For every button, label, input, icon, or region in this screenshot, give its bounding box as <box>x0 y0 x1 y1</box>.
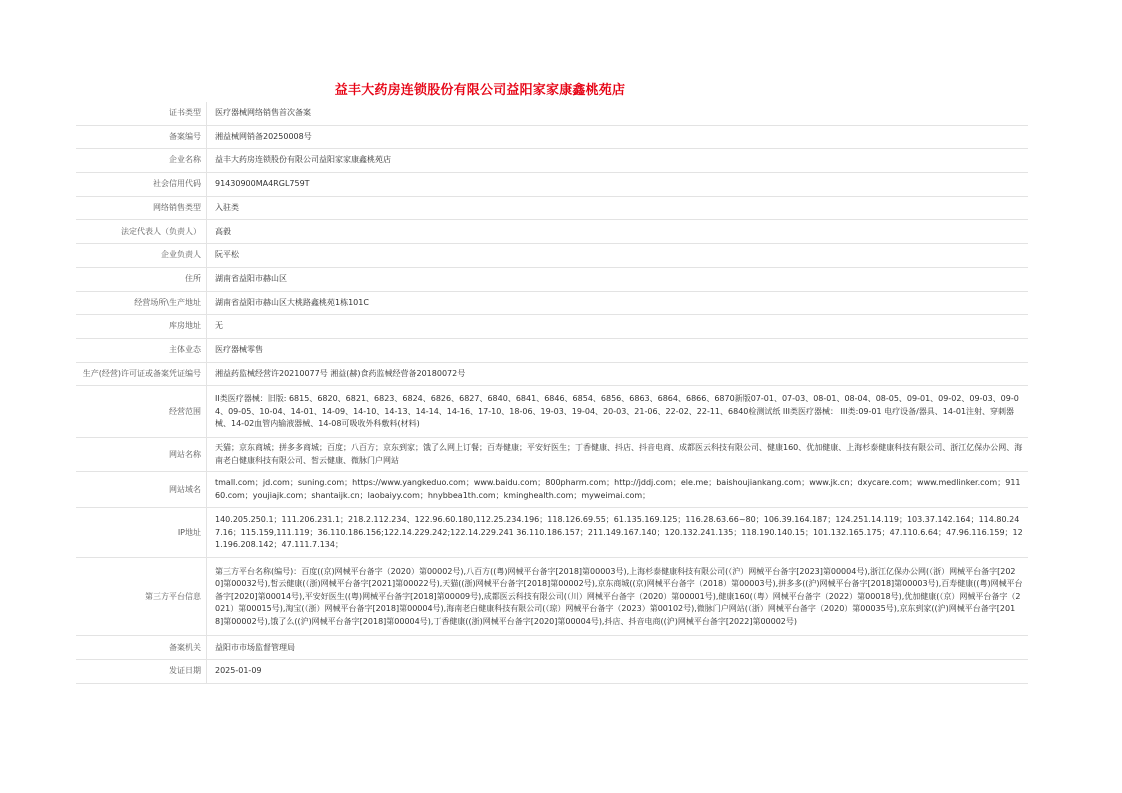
row-business-format <box>76 338 1028 362</box>
row-label: 备案编号 <box>76 125 207 149</box>
row-label: 网络销售类型 <box>76 196 207 220</box>
row-issue-date <box>76 660 1028 684</box>
row-website-names <box>76 438 1028 472</box>
row-business-scope <box>76 386 1028 438</box>
row-value: 第三方平台名称(编号)：百度((京)网械平台备字（2020）第00002号),八百方((粤)网械平台备字[2018]第00003号),上海杉泰健康科技有限公司(（沪）网械平台备字[2023]第00004号),浙江亿保办公网(（浙）网械平台备字[2020]第00032号),皙云健康(（浙)网械平台备字[2021]第00022号),天猫((浙)网械平台备字[2018]第00002号),京东商城((京)网械平台备字（2018）第00003号),拼多多((沪)网械平台备字[2018]第00003号),百寿健康((粤)网械平台备字[2020]第00014号),平安好医生((粤)网械平台备字[2018]第00009号),成都医云科技有限公司(（川）网械平台备字（2020）第00001号),健康160(（粤）网械平台备字（2022）第00018号),优加健康(（京）网械平台备字（2021）第00015号),淘宝(（浙）网械平台备字[2018]第00004号),海南老白健康科技有限公司(（琼）网械平台备字（2023）第00102号),微脉门户网站(（浙）网械平台备字（2020）第00035号),京东到家((沪)网械平台备字[2018]第00002号),饿了么((沪)网械平台备字[2018]第00004号),丁香健康((浙)网械平台备字[2020]第00004号),抖店、抖音电商((沪)网械平台备字[2022]第00002号) <box>207 558 1029 636</box>
row-third-party-platforms <box>76 558 1028 636</box>
row-filing-authority <box>76 636 1028 660</box>
row-credit-code <box>76 173 1028 197</box>
row-label: 经营场所\生产地址 <box>76 291 207 315</box>
row-label: 证书类型 <box>76 102 207 125</box>
row-value: 医疗器械网络销售首次备案 <box>207 102 1029 125</box>
row-label: IP地址 <box>76 508 207 558</box>
row-label: 备案机关 <box>76 636 207 660</box>
page-title: 益丰大药房连锁股份有限公司益阳家家康鑫桃苑店 <box>334 83 626 98</box>
row-value: 湘益械网销备20250008号 <box>207 125 1029 149</box>
row-filing-number <box>76 125 1028 149</box>
row-value: 2025-01-09 <box>207 660 1029 684</box>
row-value: 无 <box>207 315 1029 339</box>
row-value: 益阳市市场监督管理局 <box>207 636 1029 660</box>
row-label: 社会信用代码 <box>76 173 207 197</box>
row-value: 91430900MA4RGL759T <box>207 173 1029 197</box>
row-value: 益丰大药房连锁股份有限公司益阳家家康鑫桃苑店 <box>207 149 1029 173</box>
row-label: 企业负责人 <box>76 244 207 268</box>
row-label: 经营范围 <box>76 386 207 438</box>
row-ip-addresses <box>76 508 1028 558</box>
row-label: 第三方平台信息 <box>76 558 207 636</box>
row-label: 企业名称 <box>76 149 207 173</box>
row-license-number <box>76 362 1028 386</box>
row-value: II类医疗器械：旧版: 6815、6820、6821、6823、6824、6826、6827、6840、6841、6846、6854、6856、6863、6864、6866、6870新版07-01、07-03、08-01、08-04、08-05、09-01、09-02、09-03、09-04、09-05、10-04、14-01、14-09、14-10、14-13、14-14、14-16、17-10、18-06、19-03、19-04、20-03、21-06、22-02、22-11、6840检测试纸 III类医疗器械： III类:09-01 电疗设备/器具、14-01注射、穿刺器械、14-02血管内输液器械、14-08可吸收外科敷料(材料) <box>207 386 1029 438</box>
row-value: 医疗器械零售 <box>207 338 1029 362</box>
row-business-address <box>76 291 1028 315</box>
row-certificate-type <box>76 102 1028 125</box>
row-label: 库房地址 <box>76 315 207 339</box>
row-value: 湖南省益阳市赫山区大桃路鑫桃苑1栋101C <box>207 291 1029 315</box>
row-warehouse-address <box>76 315 1028 339</box>
certificate-table <box>76 102 1028 684</box>
row-value: 高毅 <box>207 220 1029 244</box>
row-website-domains <box>76 472 1028 508</box>
row-label: 法定代表人（负责人） <box>76 220 207 244</box>
row-sales-type <box>76 196 1028 220</box>
row-value: 阮平松 <box>207 244 1029 268</box>
row-label: 网站域名 <box>76 472 207 508</box>
row-value: tmall.com；jd.com；suning.com；https://www.yangkeduo.com；www.baidu.com；800pharm.com；http://jddj.com；ele.me；baishoujiankang.com；www.jk.cn；dxycare.com；www.medlinker.com；91160.com；youjiajk.com；shantaijk.cn；laobaiyy.com；hnybbea1th.com；kminghealth.com；myweimai.com； <box>207 472 1029 508</box>
row-value: 湘益药监械经营许20210077号 湘益(赫)食药监械经营备20180072号 <box>207 362 1029 386</box>
row-value: 入驻类 <box>207 196 1029 220</box>
row-label: 发证日期 <box>76 660 207 684</box>
row-label: 网站名称 <box>76 438 207 472</box>
row-company-head <box>76 244 1028 268</box>
row-label: 生产(经营)许可证或备案凭证编号 <box>76 362 207 386</box>
row-value: 湖南省益阳市赫山区 <box>207 267 1029 291</box>
row-label: 住所 <box>76 267 207 291</box>
row-value: 天猫；京东商城；拼多多商城；百度；八百方；京东到家；饿了么网上订餐；百寿健康；平安好医生；丁香健康、抖店、抖音电商、成都医云科技有限公司、健康160、优加健康、上海杉泰健康科技有限公司、浙江亿保办公网、海南老白健康科技有限公司、皙云健康、微脉门户网站 <box>207 438 1029 472</box>
row-residence <box>76 267 1028 291</box>
row-company-name <box>76 149 1028 173</box>
row-label: 主体业态 <box>76 338 207 362</box>
row-legal-representative <box>76 220 1028 244</box>
row-value: 140.205.250.1；111.206.231.1；218.2.112.234、122.96.60.180,112.25.234.196；118.126.69.55；61.135.169.125；116.28.63.66~80；106.39.164.187；124.251.14.119；103.37.142.164；114.80.247.16；115.159,111.119；36.110.186.156;122.14.229.242;122.14.229.241 36.110.186.157；211.149.167.140；120.132.241.135；118.190.140.15；101.132.165.175；47.110.6.64；47.96.116.159；121.196.208.142；47.111.7.134； <box>207 508 1029 558</box>
